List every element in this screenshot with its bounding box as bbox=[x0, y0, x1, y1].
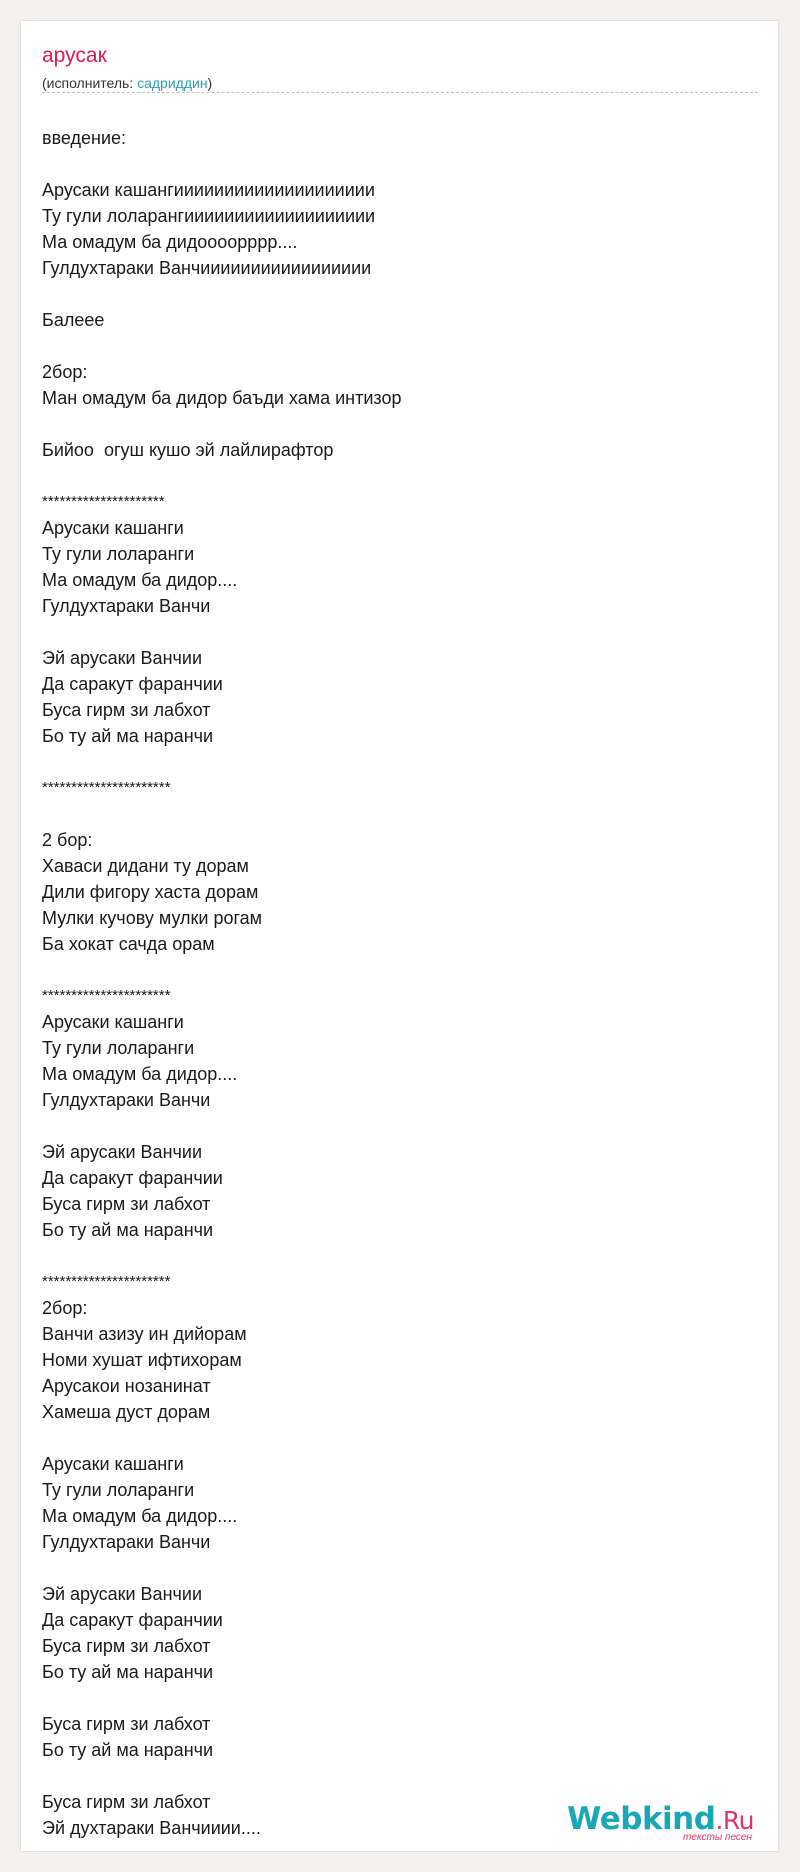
lyric-line: Гулдухтараки Ванчи bbox=[42, 596, 211, 616]
lyric-line: Да саракут фаранчии bbox=[42, 1610, 223, 1630]
webkind-logo[interactable] bbox=[567, 1803, 754, 1843]
lyric-line: Арусакои нозанинат bbox=[42, 1376, 211, 1396]
lyric-line: Арусаки кашанги bbox=[42, 518, 184, 538]
lyric-line: Да саракут фаранчии bbox=[42, 674, 223, 694]
lyric-line bbox=[42, 1555, 742, 1581]
lyric-line: Ванчи азизу ин дийорам bbox=[42, 1324, 247, 1344]
lyric-line: 2бор: bbox=[42, 1298, 88, 1318]
lyric-line: ********************** bbox=[42, 779, 171, 796]
lyric-line bbox=[42, 1243, 742, 1269]
lyric-line: Ба хокат сачда орам bbox=[42, 934, 215, 954]
logo-tagline: тексты песен bbox=[683, 1832, 752, 1843]
song-title: арусак bbox=[42, 44, 107, 67]
lyric-line bbox=[42, 1425, 742, 1451]
lyric-line: 2бор: bbox=[42, 362, 88, 382]
artist-link[interactable]: садриддин bbox=[137, 75, 208, 91]
logo-suffix: .Ru bbox=[715, 1806, 754, 1835]
lyric-line: Хамеша дуст дорам bbox=[42, 1402, 211, 1422]
artist-prefix: (исполнитель: bbox=[42, 75, 138, 91]
lyric-line: Ма омадум ба дидор.... bbox=[42, 570, 238, 590]
lyric-line: Бо ту ай ма наранчи bbox=[42, 1662, 214, 1682]
lyric-line: Бо ту ай ма наранчи bbox=[42, 1220, 214, 1240]
lyric-line: Ма омадум ба дидоооорррр.... bbox=[42, 232, 298, 252]
lyric-line: Арусаки кашанги bbox=[42, 1012, 184, 1032]
lyrics-card bbox=[20, 20, 779, 1852]
lyric-line: Ту гули лоларанги bbox=[42, 544, 195, 564]
lyric-line: ********************** bbox=[42, 1273, 171, 1290]
lyric-line: Да саракут фаранчии bbox=[42, 1168, 223, 1188]
lyric-line bbox=[42, 1763, 742, 1789]
lyric-line: Эй арусаки Ванчии bbox=[42, 1142, 202, 1162]
lyric-line bbox=[42, 801, 742, 827]
lyric-line: введение: bbox=[42, 128, 127, 148]
lyric-line: Буса гирм зи лабхот bbox=[42, 1714, 211, 1734]
lyric-line: Ту гули лоларангиииииииииииииииииии bbox=[42, 206, 376, 226]
lyric-line bbox=[42, 957, 742, 983]
artist-suffix: ) bbox=[207, 75, 213, 91]
lyric-line: Ту гули лоларанги bbox=[42, 1480, 195, 1500]
lyric-line bbox=[42, 411, 742, 437]
lyric-line: Ту гули лоларанги bbox=[42, 1038, 195, 1058]
lyric-line: Буса гирм зи лабхот bbox=[42, 1636, 211, 1656]
lyric-line: Гулдухтараки Ванчи bbox=[42, 1532, 211, 1552]
logo-main-text: Webkind bbox=[567, 1801, 716, 1837]
lyric-line: Эй духтараки Ванчииии.... bbox=[42, 1818, 261, 1838]
lyrics-text bbox=[42, 125, 742, 1841]
lyric-line bbox=[42, 749, 742, 775]
lyric-line bbox=[42, 1685, 742, 1711]
lyric-line: Арусаки кашангииииииииииииииииииии bbox=[42, 180, 375, 200]
lyric-line: Хаваси дидани ту дорам bbox=[42, 856, 249, 876]
lyric-line: Буса гирм зи лабхот bbox=[42, 1194, 211, 1214]
lyric-line bbox=[42, 619, 742, 645]
lyric-line: Буса гирм зи лабхот bbox=[42, 1792, 211, 1812]
title-divider bbox=[42, 92, 758, 93]
artist-line bbox=[42, 74, 212, 92]
lyric-line: Бо ту ай ма наранчи bbox=[42, 726, 214, 746]
lyric-line: ********************** bbox=[42, 987, 171, 1004]
lyric-line: Бо ту ай ма наранчи bbox=[42, 1740, 214, 1760]
lyric-line bbox=[42, 281, 742, 307]
lyric-line: Эй арусаки Ванчии bbox=[42, 648, 202, 668]
lyric-line: Буса гирм зи лабхот bbox=[42, 700, 211, 720]
lyric-line: 2 бор: bbox=[42, 830, 93, 850]
lyric-line: Ма омадум ба дидор.... bbox=[42, 1064, 238, 1084]
lyric-line bbox=[42, 151, 742, 177]
lyric-line bbox=[42, 463, 742, 489]
lyric-line: ********************* bbox=[42, 493, 165, 510]
lyric-line: Ман омадум ба дидор баъди хама интизор bbox=[42, 388, 402, 408]
lyric-line: Мулки кучову мулки рогам bbox=[42, 908, 263, 928]
lyric-line bbox=[42, 333, 742, 359]
lyric-line: Бийоо огуш кушо эй лайлирафтор bbox=[42, 440, 334, 460]
lyric-line: Ма омадум ба дидор.... bbox=[42, 1506, 238, 1526]
lyric-line: Гулдухтараки Ванчиииииииииииииииии bbox=[42, 258, 372, 278]
lyric-line: Балеее bbox=[42, 310, 105, 330]
lyric-line bbox=[42, 1113, 742, 1139]
lyric-line: Эй арусаки Ванчии bbox=[42, 1584, 202, 1604]
lyric-line: Гулдухтараки Ванчи bbox=[42, 1090, 211, 1110]
lyric-line: Номи хушат ифтихорам bbox=[42, 1350, 242, 1370]
lyric-line: Дили фигору хаста дорам bbox=[42, 882, 259, 902]
lyric-line: Арусаки кашанги bbox=[42, 1454, 184, 1474]
